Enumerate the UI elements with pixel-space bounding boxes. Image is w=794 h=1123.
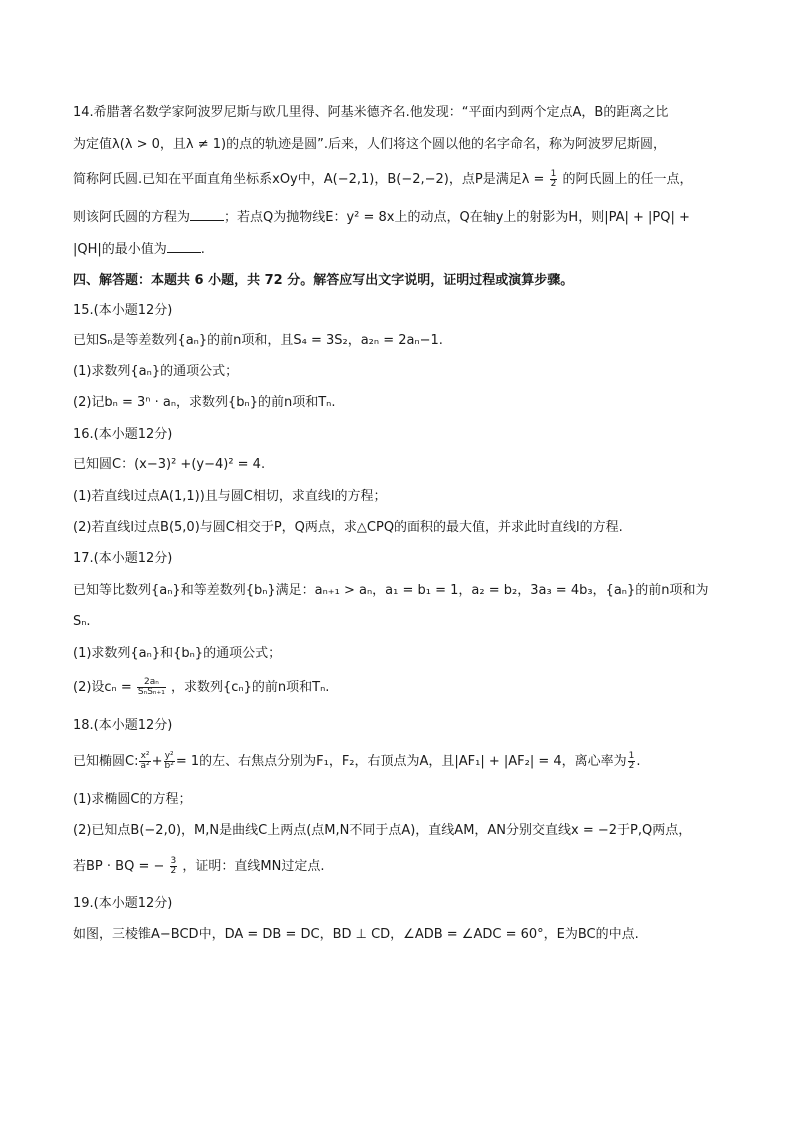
cn-fraction — [137, 678, 166, 697]
q15-stem: 已知Sₙ是等差数列{aₙ}的前n项和，且S₄ = 3S₂，a₂ₙ = 2aₙ−1. — [73, 333, 443, 348]
q18-part-3 — [73, 857, 324, 876]
ellipse-y-fraction — [164, 752, 175, 771]
dot-product-num: 3 — [170, 856, 177, 866]
lambda-num: 1 — [550, 169, 557, 179]
q14-line-4 — [73, 208, 690, 227]
q14-line-5 — [73, 240, 205, 259]
q15-head: 15.(本小题12分) — [73, 303, 173, 318]
q16-head: 16.(本小题12分) — [73, 427, 173, 442]
eccentricity-num: 1 — [628, 751, 635, 761]
cn-num: 2aₙ — [137, 678, 166, 688]
q17-head: 17.(本小题12分) — [73, 551, 173, 566]
q14-line-2: 为定值λ(λ > 0，且λ ≠ 1)的点的轨迹是圆”.后来，人们将这个圆以他的名字命名，称为阿波罗尼斯圆， — [73, 137, 666, 152]
q17-stem-2: Sₙ. — [73, 614, 91, 629]
q18-head: 18.(本小题12分) — [73, 718, 173, 733]
answer-blank-1[interactable] — [190, 208, 224, 221]
ellipse-x-num: x² — [140, 751, 150, 761]
q18-part-2: (2)已知点B(−2,0)，M,N是曲线C上两点(点M,N不同于点A)，直线AM，AN分别交直线x = −2于P,Q两点， — [73, 823, 692, 838]
q18-stem-text: 已知椭圆C: — [73, 754, 139, 769]
section-4-heading: 四、解答题：本题共 6 小题，共 72 分。解答应写出文字说明，证明过程或演算步骤。 — [73, 273, 574, 288]
answer-blank-2[interactable] — [167, 240, 201, 253]
q19-stem: 如图，三棱锥A−BCD中，DA = DB = DC，BD ⊥ CD，∠ADB = ∠ADC = 60°，E为BC的中点. — [73, 927, 639, 942]
dot-product-fraction — [170, 857, 178, 876]
q17-part-2 — [73, 678, 329, 697]
q16-part-2: (2)若直线l过点B(5,0)与圆C相交于P，Q两点，求△CPQ的面积的最大值，并求此时直线l的方程. — [73, 520, 623, 535]
q14-line-1: 14.希腊著名数学家阿波罗尼斯与欧几里得、阿基米德齐名.他发现：“平面内到两个定点A，B的距离之比 — [73, 105, 669, 120]
cn-den: SₙSₙ₊₁ — [137, 687, 165, 697]
eccentricity-fraction — [628, 752, 636, 771]
ellipse-x-fraction — [139, 752, 150, 771]
ellipse-y-den: b² — [164, 761, 174, 771]
q16-part-1: (1)若直线l过点A(1,1))且与圆C相切，求直线l的方程； — [73, 489, 387, 504]
q18-part-3-tail: ，证明：直线MN过定点. — [182, 859, 325, 874]
ellipse-x-den: a² — [140, 761, 150, 771]
q18-part-3-text: 若BP · BQ = − — [73, 859, 165, 874]
q18-stem-end: . — [636, 754, 641, 769]
q14-line-3-tail: 的阿氏圆上的任一点， — [562, 172, 693, 187]
q19-head: 19.(本小题12分) — [73, 896, 173, 911]
ellipse-y-num: y² — [164, 751, 174, 761]
q18-stem-mid: = 1的左、右焦点分别为F₁，F₂，右顶点为A，且|AF₁| + |AF₂| = 4，离心率为 — [175, 754, 627, 769]
q15-part-1: (1)求数列{aₙ}的通项公式； — [73, 364, 239, 379]
eccentricity-den: 2 — [628, 761, 635, 771]
q18-part-1: (1)求椭圆C的方程； — [73, 792, 192, 807]
q17-stem-1: 已知等比数列{aₙ}和等差数列{bₙ}满足：aₙ₊₁ > aₙ，a₁ = b₁ = 1，a₂ = b₂，3a₃ = 4b₃，{aₙ}的前n项和为 — [73, 583, 709, 598]
lambda-den: 2 — [550, 179, 557, 189]
q14-line-5-tail: . — [200, 242, 205, 257]
lambda-fraction — [550, 170, 558, 189]
dot-product-den: 2 — [170, 866, 177, 876]
q18-stem — [73, 752, 641, 771]
q17-part-2-tail: ，求数列{cₙ}的前n项和Tₙ. — [171, 680, 330, 695]
q17-part-2-text: (2)设cₙ = — [73, 680, 132, 695]
q14-line-4-text: 则该阿氏圆的方程为 — [73, 210, 191, 225]
q14-line-3-text: 简称阿氏圆.已知在平面直角坐标系xOy中，A(−2,1)，B(−2,−2)，点P是满足λ = — [73, 172, 545, 187]
q14-line-3 — [73, 170, 692, 189]
q15-part-2: (2)记bₙ = 3ⁿ · aₙ，求数列{bₙ}的前n项和Tₙ. — [73, 395, 336, 410]
q16-stem: 已知圆C：(x−3)² +(y−4)² = 4. — [73, 457, 266, 472]
q14-line-5-text: |QH|的最小值为 — [73, 242, 167, 257]
ellipse-plus: + — [151, 754, 163, 769]
q17-part-1: (1)求数列{aₙ}和{bₙ}的通项公式； — [73, 646, 282, 661]
q14-line-4-tail: ；若点Q为抛物线E：y² = 8x上的动点，Q在轴y上的射影为H，则|PA| + |PQ| + — [224, 210, 690, 225]
